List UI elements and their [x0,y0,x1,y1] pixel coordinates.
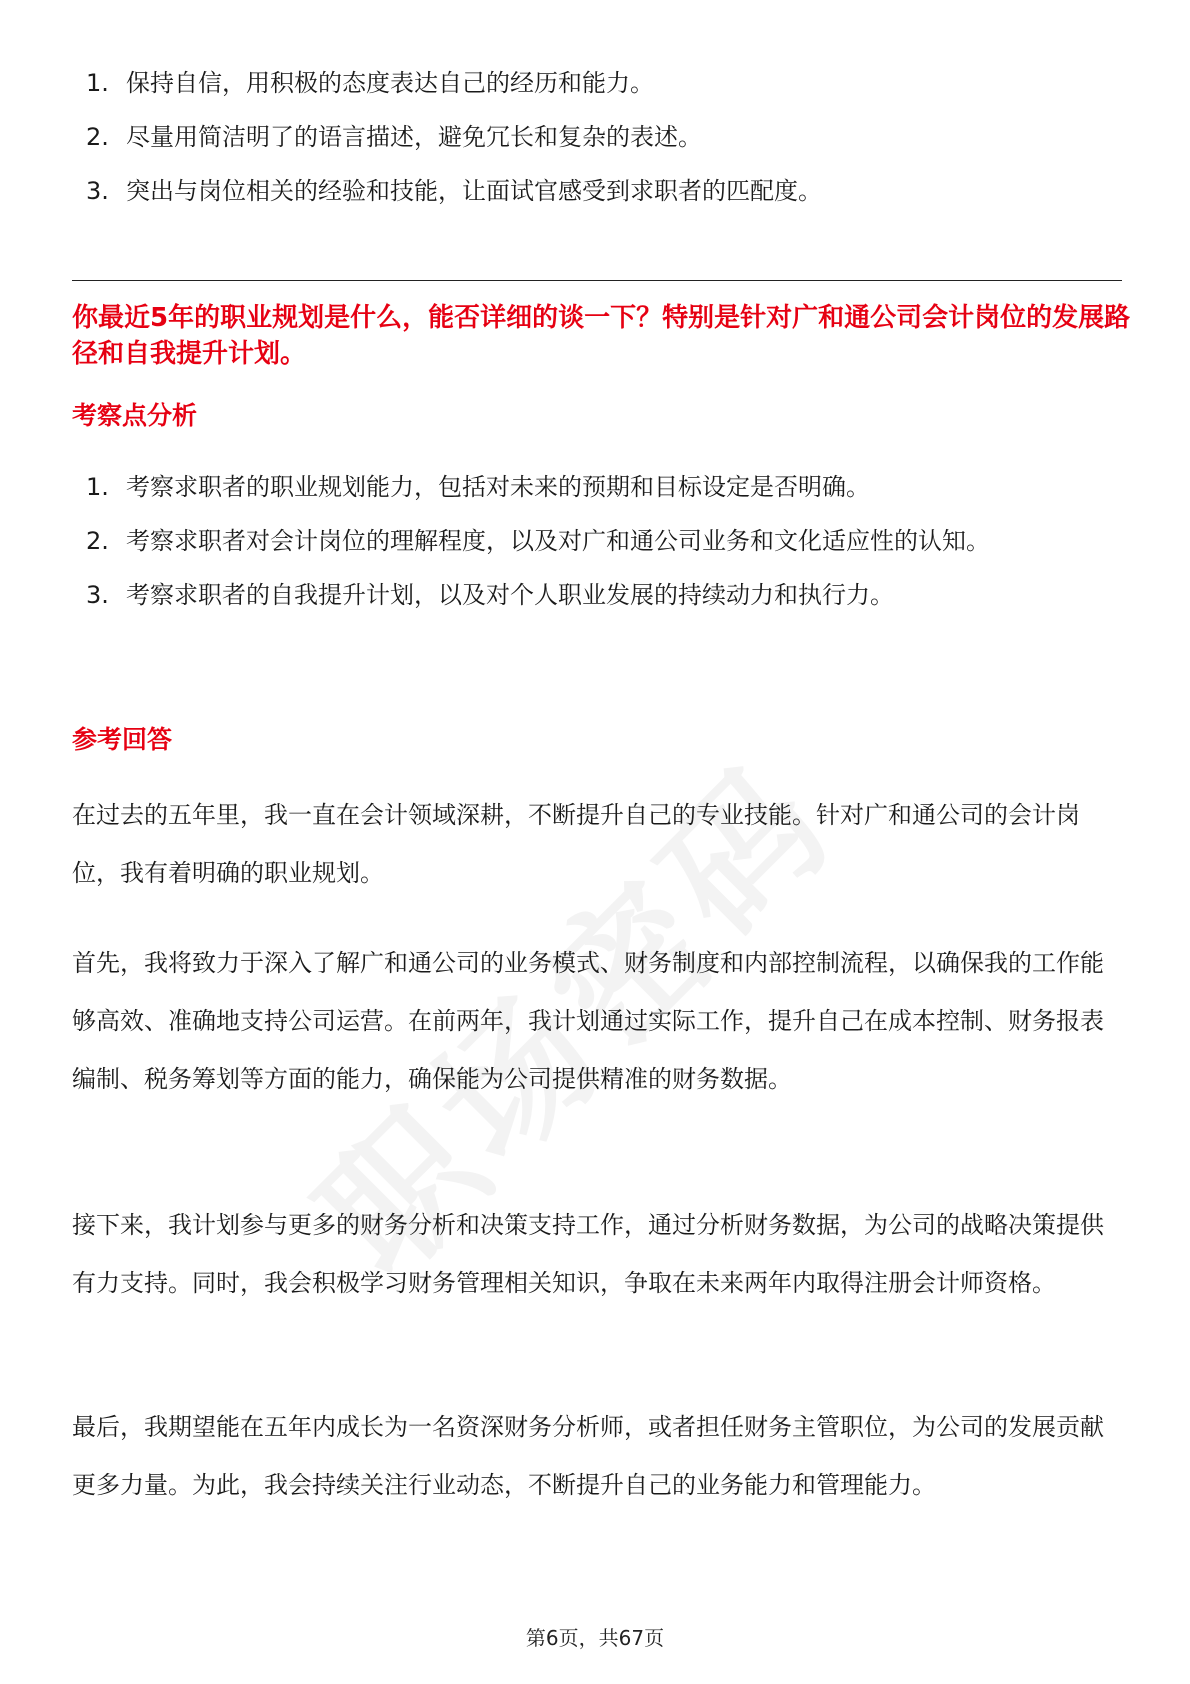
list-text: 突出与岗位相关的经验和技能，让面试官感受到求职者的匹配度。 [126,177,822,205]
section-divider [72,280,1122,281]
list-item [72,460,1122,514]
list-number: 1. [86,69,109,97]
answer-heading: 参考回答 [72,725,173,754]
list-number: 1. [86,473,109,501]
list-text: 考察求职者对会计岗位的理解程度，以及对广和通公司业务和文化适应性的认知。 [126,527,990,555]
answer-paragraph: 接下来，我计划参与更多的财务分析和决策支持工作，通过分析财务数据，为公司的战略决策提供有力支持。同时，我会积极学习财务管理相关知识，争取在未来两年内取得注册会计师资格。 [72,1211,1104,1297]
list-item [72,568,1122,622]
list-text: 考察求职者的职业规划能力，包括对未来的预期和目标设定是否明确。 [126,473,870,501]
question-title: 你最近5年的职业规划是什么，能否详细的谈一下？特别是针对广和通公司会计岗位的发展路径和自我提升计划。 [72,303,1131,369]
analysis-heading: 考察点分析 [72,401,198,430]
tips-list [72,56,1122,218]
list-text: 尽量用简洁明了的语言描述，避免冗长和复杂的表述。 [126,123,702,151]
list-item [72,514,1122,568]
list-text: 考察求职者的自我提升计划，以及对个人职业发展的持续动力和执行力。 [126,581,894,609]
analysis-list [72,460,1122,622]
list-item [72,56,1122,110]
list-text: 保持自信，用积极的态度表达自己的经历和能力。 [126,69,654,97]
list-number: 3. [86,581,109,609]
list-number: 2. [86,123,109,151]
list-item [72,110,1122,164]
list-number: 3. [86,177,109,205]
page-footer: 第6页，共67页 [525,1626,665,1650]
list-number: 2. [86,527,109,555]
answer-paragraph: 最后，我期望能在五年内成长为一名资深财务分析师，或者担任财务主管职位，为公司的发展贡献更多力量。为此，我会持续关注行业动态，不断提升自己的业务能力和管理能力。 [72,1413,1104,1499]
answer-paragraph: 首先，我将致力于深入了解广和通公司的业务模式、财务制度和内部控制流程，以确保我的工作能够高效、准确地支持公司运营。在前两年，我计划通过实际工作，提升自己在成本控制、财务报表编制、税务筹划等方面的能力，确保能为公司提供精准的财务数据。 [72,949,1104,1093]
answer-paragraph: 在过去的五年里，我一直在会计领域深耕，不断提升自己的专业技能。针对广和通公司的会计岗位，我有着明确的职业规划。 [72,801,1080,887]
list-item [72,164,1122,218]
